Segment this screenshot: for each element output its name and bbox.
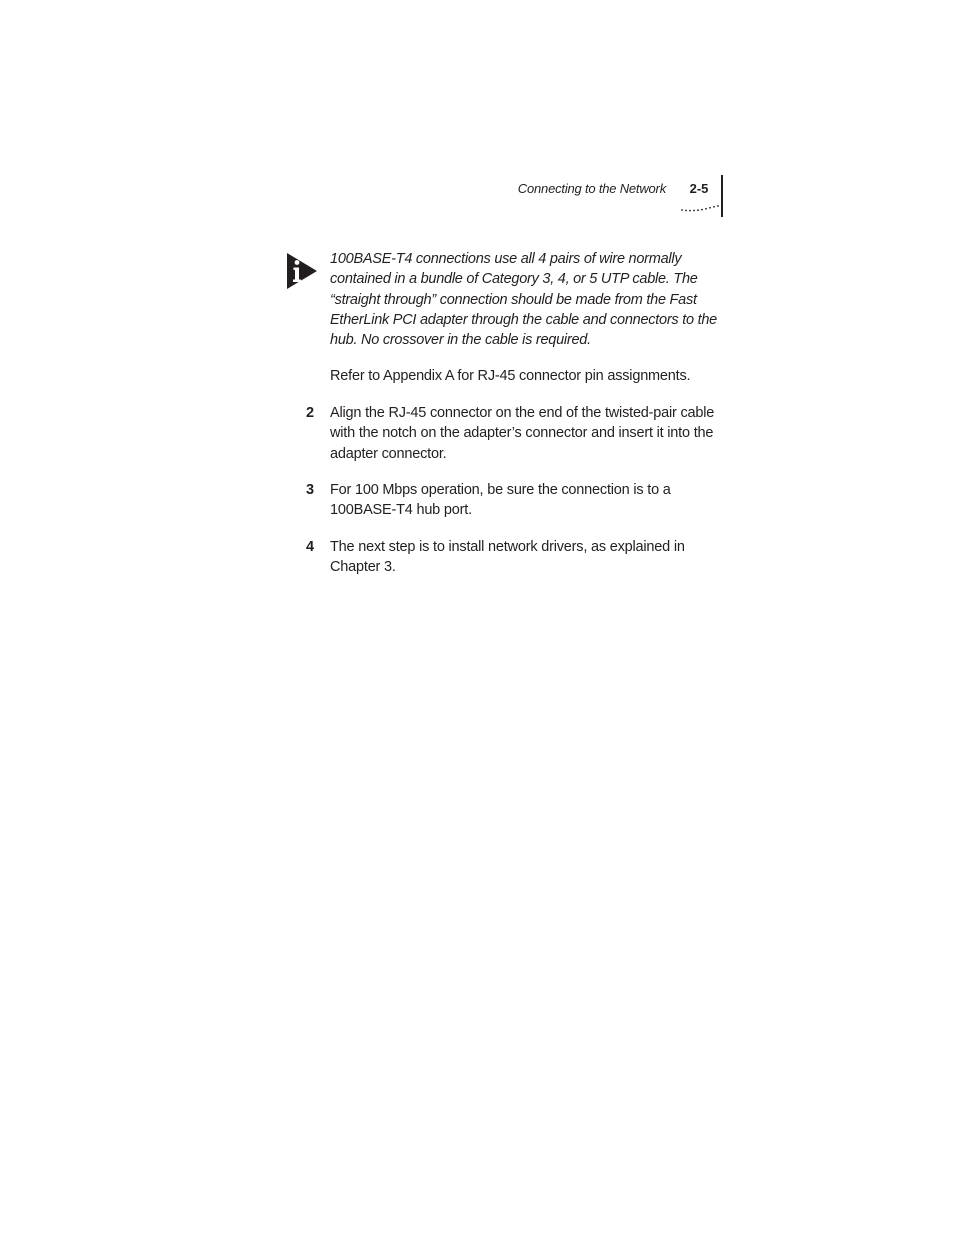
- step-number: 3: [306, 482, 314, 498]
- step-number: 4: [306, 539, 314, 555]
- step-number: 2: [306, 405, 314, 421]
- dotted-arc-ornament: [679, 200, 723, 214]
- step-text: The next step is to install network drivers, as explained in Chapter 3.: [330, 539, 685, 576]
- refer-text: Refer to Appendix A for RJ-45 connector pin assignments.: [330, 368, 691, 384]
- running-header-title: Connecting to the Network: [517, 181, 666, 196]
- note-text: 100BASE-T4 connections use all 4 pairs of wire normally contained in a bundle of Category 3, 4, or 5 UTP cable. The “straight through” connection should be made from the Fast EtherLink PCI adapter through the cable and connectors to the hub. No crossover in the cable is required.: [330, 251, 717, 349]
- page-number: 2-5: [689, 181, 709, 196]
- step-text: Align the RJ-45 connector on the end of the twisted-pair cable with the notch on the adapter’s connector and insert it into the adapter connector.: [330, 405, 715, 462]
- info-icon: [286, 253, 318, 289]
- step-text: For 100 Mbps operation, be sure the connection is to a 100BASE-T4 hub port.: [330, 482, 671, 519]
